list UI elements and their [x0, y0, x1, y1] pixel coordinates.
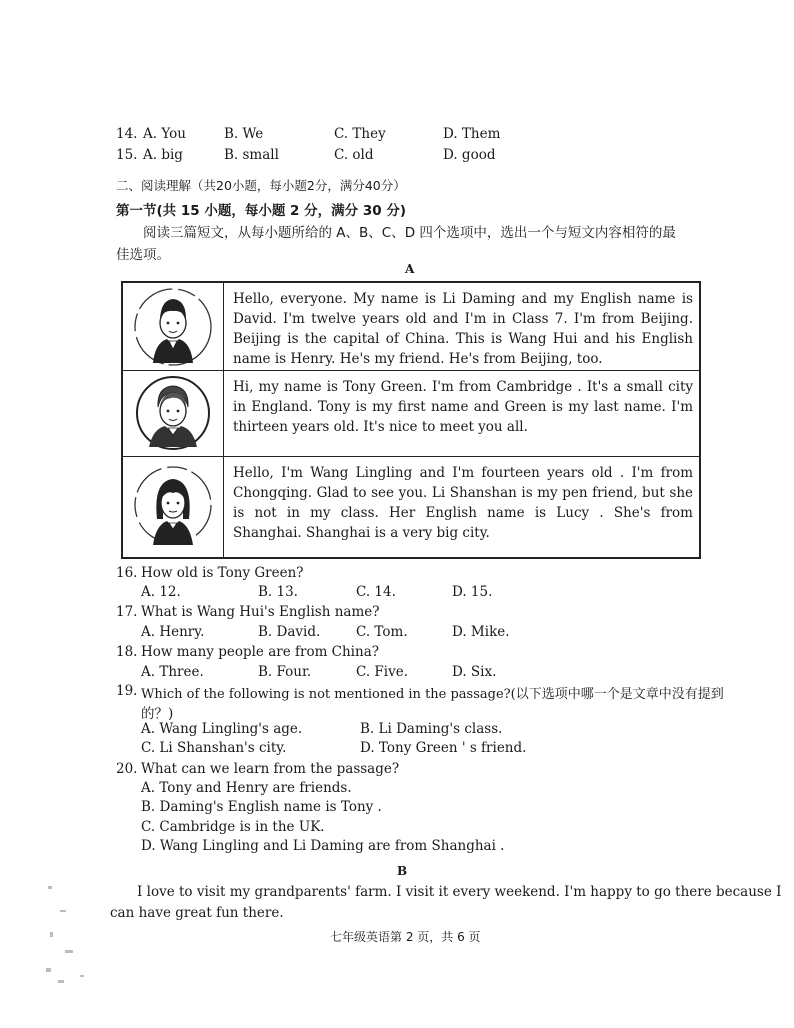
- option-b: B. Daming's English name is Tony .: [141, 799, 382, 815]
- option-b: B. 13.: [258, 584, 298, 600]
- option-c: C. Five.: [356, 664, 409, 680]
- option-b: B. Li Daming's class.: [360, 721, 503, 737]
- question-number: 17.: [116, 604, 138, 620]
- section-title: 二、阅读理解（共20小题，每小题2分，满分40分）: [116, 178, 406, 193]
- portrait-cell: [123, 283, 224, 370]
- table-row: [123, 457, 699, 557]
- option-d: D. Six.: [452, 664, 497, 680]
- question-number: 14.: [116, 126, 138, 142]
- part-title: 第一节(共 15 小题，每小题 2 分，满分 30 分): [116, 203, 407, 219]
- table-row: [123, 283, 699, 371]
- table-row: [123, 371, 699, 457]
- question-stem: How old is Tony Green?: [141, 565, 304, 581]
- option-c: C. Cambridge is in the UK.: [141, 819, 325, 835]
- passage-a-label: A: [405, 262, 415, 276]
- option-a: A. Wang Lingling's age.: [141, 721, 303, 737]
- option-a: A. 12.: [141, 584, 181, 600]
- question-number: 20.: [116, 761, 138, 777]
- passage-b-line-1: I love to visit my grandparents' farm. I visit it every weekend. I'm happy to go there because I: [137, 884, 782, 900]
- instruction-line-1: 阅读三篇短文，从每小题所给的 A、B、C、D 四个选项中，选出一个与短文内容相符的最: [143, 225, 676, 241]
- portrait-cell: [123, 457, 224, 557]
- option-d: D. 15.: [452, 584, 493, 600]
- question-number: 15.: [116, 147, 138, 163]
- option-b: B. David.: [258, 624, 321, 640]
- option-d: D. Tony Green ' s friend.: [360, 740, 527, 756]
- option-b: B. small: [224, 147, 279, 163]
- option-d: D. Them: [443, 126, 501, 142]
- option-c: C. old: [334, 147, 374, 163]
- question-stem: How many people are from China?: [141, 644, 379, 660]
- option-a: A. You: [143, 126, 186, 142]
- option-c: C. They: [334, 126, 386, 142]
- option-a: A. Tony and Henry are friends.: [141, 780, 352, 796]
- passage-a-table: [121, 281, 701, 559]
- passage-a-paragraph-2: Hi, my name is Tony Green. I'm from Cambridge . It's a small city in England. Tony is my first name and Green is my last name. I'm thirteen years old. It's nice to meet you all.: [233, 379, 693, 435]
- question-stem: What can we learn from the passage?: [141, 761, 400, 777]
- scan-noise-decoration: [40, 880, 150, 990]
- page-footer: 七年级英语第 2 页，共 6 页: [330, 930, 481, 944]
- option-c: C. Tom.: [356, 624, 408, 640]
- question-number: 16.: [116, 565, 138, 581]
- passage-b-line-2: can have great fun there.: [110, 905, 284, 921]
- instruction-line-2: 佳选项。: [116, 247, 170, 263]
- option-b: B. We: [224, 126, 264, 142]
- option-a: A. big: [143, 147, 183, 163]
- option-a: A. Three.: [141, 664, 204, 680]
- option-a: A. Henry.: [141, 624, 205, 640]
- boy-portrait-icon: [123, 283, 223, 369]
- girl-portrait-icon: [123, 457, 223, 555]
- passage-b-label: B: [397, 864, 408, 878]
- option-b: B. Four.: [258, 664, 312, 680]
- option-c: C. 14.: [356, 584, 396, 600]
- question-stem: Which of the following is not mentioned in the passage?(以下选项中哪一个是文章中没有提到: [141, 687, 724, 702]
- question-stem: What is Wang Hui's English name?: [141, 604, 380, 620]
- option-c: C. Li Shanshan's city.: [141, 740, 287, 756]
- option-d: D. good: [443, 147, 496, 163]
- passage-a-paragraph-3: Hello, I'm Wang Lingling and I'm fourteen years old . I'm from Chongqing. Glad to see you. Li Shanshan is my pen friend, but she is not in my class. Her English name is Lucy . She's from Shanghai. Shanghai is a very big city.: [233, 465, 693, 541]
- portrait-cell: [123, 371, 224, 456]
- boy-portrait-icon: [123, 371, 223, 455]
- question-number: 18.: [116, 644, 138, 660]
- option-d: D. Wang Lingling and Li Daming are from Shanghai .: [141, 838, 505, 854]
- option-d: D. Mike.: [452, 624, 510, 640]
- passage-a-paragraph-1: Hello, everyone. My name is Li Daming and my English name is David. I'm twelve years old and I'm in Class 7. I'm from Beijing. Beijing is the capital of China. This is Wang Hui and his English name is Henry. He's my friend. He's from Beijing, too.: [233, 291, 693, 367]
- question-number: 19.: [116, 683, 138, 699]
- question-stem-continued: 的？): [141, 706, 174, 722]
